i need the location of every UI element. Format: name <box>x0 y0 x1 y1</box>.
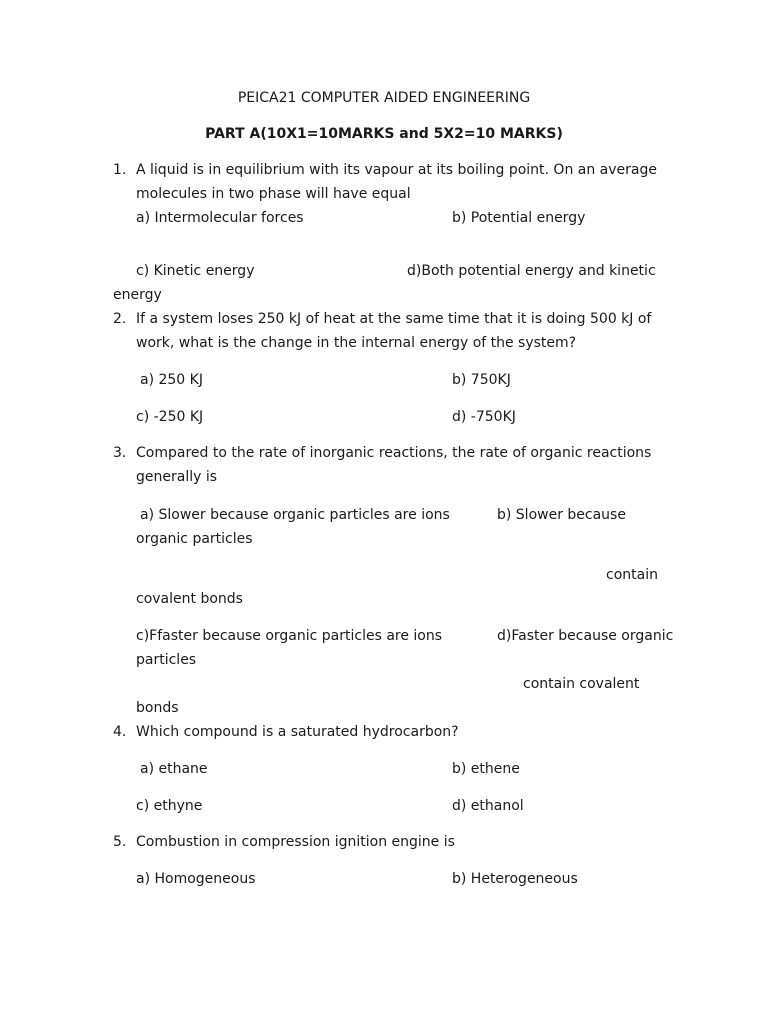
question-1-option-a: a) Intermolecular forces <box>136 210 304 226</box>
question-3-option-a: a) Slower because organic particles are ions <box>140 507 450 523</box>
question-2-option-c: c) -250 KJ <box>136 409 204 425</box>
question-1-option-c: c) Kinetic energy <box>136 263 255 279</box>
question-2-text-line-2: work, what is the change in the internal energy of the system? <box>136 335 577 351</box>
question-4-text-line-1: Which compound is a saturated hydrocarbon? <box>136 724 459 740</box>
question-3-option-b-line-2: organic particles <box>136 531 253 547</box>
question-3-option-d-line-3: contain covalent <box>523 676 640 692</box>
question-3-text-line-1: Compared to the rate of inorganic reactions, the rate of organic reactions <box>136 445 652 461</box>
question-5-option-b: b) Heterogeneous <box>452 871 578 887</box>
question-4-option-c: c) ethyne <box>136 798 203 814</box>
question-3-text-line-2: generally is <box>136 469 218 485</box>
question-4-option-b: b) ethene <box>452 761 520 777</box>
question-3-option-b: b) Slower because <box>497 507 626 523</box>
question-1-option-d: d)Both potential energy and kinetic <box>407 263 656 279</box>
question-5-option-a: a) Homogeneous <box>136 871 256 887</box>
question-2-number: 2. <box>113 311 127 327</box>
question-5-number: 5. <box>113 834 127 850</box>
question-3-option-b-line-4: covalent bonds <box>136 591 243 607</box>
question-3-number: 3. <box>113 445 127 461</box>
question-5-text-line-1: Combustion in compression ignition engine is <box>136 834 455 850</box>
question-3-option-d-line-4: bonds <box>136 700 179 716</box>
question-2-option-d: d) -750KJ <box>452 409 516 425</box>
document-title: PEICA21 COMPUTER AIDED ENGINEERING <box>237 90 531 106</box>
question-2-option-b: b) 750KJ <box>452 372 511 388</box>
question-1-option-d-continued: energy <box>113 287 162 303</box>
question-1-text-line-2: molecules in two phase will have equal <box>136 186 411 202</box>
question-1-text-line-1: A liquid is in equilibrium with its vapour at its boiling point. On an average <box>136 162 657 178</box>
question-3-option-c: c)Ffaster because organic particles are ions <box>136 628 443 644</box>
question-4-option-a: a) ethane <box>140 761 208 777</box>
question-2-text-line-1: If a system loses 250 kJ of heat at the same time that it is doing 500 kJ of <box>136 311 652 327</box>
question-1-option-b: b) Potential energy <box>452 210 586 226</box>
question-4-number: 4. <box>113 724 127 740</box>
question-3-option-d-line-2: particles <box>136 652 197 668</box>
question-4-option-d: d) ethanol <box>452 798 524 814</box>
question-2-option-a: a) 250 KJ <box>140 372 203 388</box>
question-3-option-b-line-3: contain <box>606 567 658 583</box>
question-3-option-d: d)Faster because organic <box>497 628 674 644</box>
document-subtitle: PART A(10X1=10MARKS and 5X2=10 MARKS) <box>205 126 563 142</box>
question-1-number: 1. <box>113 162 127 178</box>
